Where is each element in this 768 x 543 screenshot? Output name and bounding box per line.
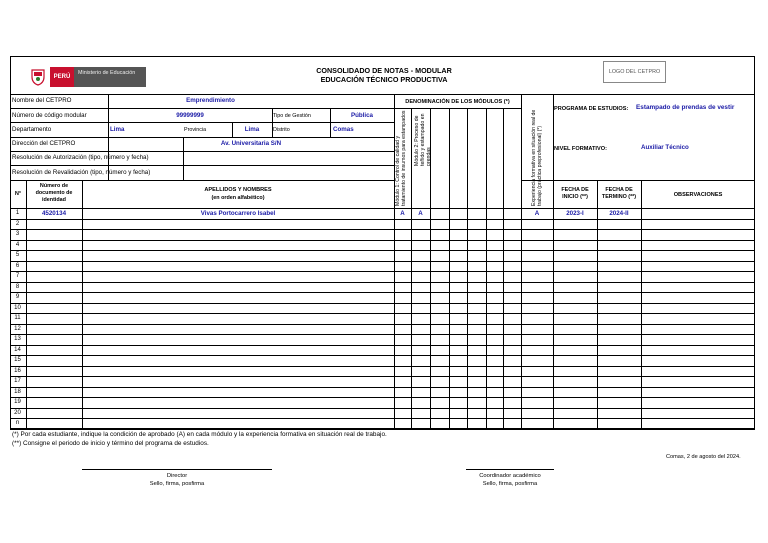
rule bbox=[10, 122, 394, 123]
document-title: CONSOLIDADO DE NOTAS - MODULAR bbox=[316, 66, 452, 75]
departamento-label: Departamento bbox=[12, 126, 52, 133]
student-doc: 4520134 bbox=[41, 210, 67, 217]
student-m1: A bbox=[400, 210, 405, 217]
rule bbox=[183, 151, 184, 180]
rule bbox=[449, 108, 450, 428]
rule bbox=[521, 180, 755, 181]
rule bbox=[10, 108, 394, 109]
director-sublabel: Sello, firma, posfirma bbox=[149, 481, 205, 487]
row-number: 2 bbox=[15, 221, 20, 227]
nombre-label: Nombre del CETPRO bbox=[12, 97, 72, 104]
row-number: 7 bbox=[15, 273, 20, 279]
row-number: 5 bbox=[15, 252, 20, 258]
gestion-label: Tipo de Gestión bbox=[273, 113, 311, 119]
row-rule bbox=[10, 261, 755, 262]
rule bbox=[10, 180, 394, 181]
provincia-value: Lima bbox=[244, 126, 260, 133]
row-number: 9 bbox=[15, 294, 20, 300]
row-number: 8 bbox=[15, 284, 20, 290]
row-number: 11 bbox=[14, 315, 21, 321]
programa-value: Estampado de prendas de vestir bbox=[636, 104, 735, 111]
row-rule bbox=[10, 324, 755, 325]
col-n-header: N° bbox=[14, 191, 22, 197]
row-rule bbox=[10, 334, 755, 335]
rule bbox=[10, 165, 394, 166]
col-inicio-header: FECHA DE INICIO (**) bbox=[561, 187, 589, 200]
row-number: 1 bbox=[15, 210, 20, 216]
row-number: 20 bbox=[14, 410, 21, 416]
modules-header: DENOMINACIÓN DE LOS MÓDULOS (*) bbox=[405, 99, 510, 105]
departamento-value: Lima bbox=[110, 126, 125, 133]
row-rule bbox=[10, 250, 755, 251]
cetpro-logo-placeholder: LOGO DEL CETPRO bbox=[603, 61, 666, 83]
document-date: Comas, 2 de agosto del 2024. bbox=[666, 454, 741, 460]
ministry-label: Ministerio de Educación bbox=[74, 67, 146, 87]
col-name-subheader: (en orden alfabético) bbox=[211, 195, 265, 201]
row-rule bbox=[10, 366, 755, 367]
rule bbox=[10, 151, 394, 152]
row-rule bbox=[10, 219, 755, 220]
signature-line-director bbox=[82, 469, 272, 470]
distrito-value: Comas bbox=[333, 126, 354, 133]
rule bbox=[10, 137, 394, 138]
peru-shield-icon bbox=[28, 67, 48, 87]
programa-label: PROGRAMA DE ESTUDIOS: bbox=[554, 106, 629, 112]
gestion-value: Pública bbox=[350, 112, 373, 119]
row-number: 16 bbox=[14, 368, 21, 374]
codigo-value: 99999999 bbox=[176, 112, 204, 119]
col-name-header: APELLIDOS Y NOMBRES bbox=[204, 187, 272, 193]
row-number: 19 bbox=[14, 399, 21, 405]
nivel-label: NIVEL FORMATIVO: bbox=[554, 146, 607, 152]
row-rule bbox=[10, 271, 755, 272]
provincia-label: Provincia bbox=[184, 127, 207, 133]
rule bbox=[503, 108, 504, 428]
student-inicio: 2023-I bbox=[566, 210, 584, 217]
col-doc-header: Número de documento de identidad bbox=[35, 183, 73, 203]
module1-name: Módulo 1: Control de calidad y tratamiento de insumos para estampados bbox=[395, 110, 407, 206]
rule bbox=[486, 108, 487, 428]
student-name: Vivas Portocarrero Isabel bbox=[200, 210, 276, 217]
autorizacion-label: Resolución de Autorización (tipo, número y fecha) bbox=[12, 154, 149, 161]
direccion-value: Av. Universitaria S/N bbox=[220, 140, 282, 147]
rule bbox=[108, 94, 109, 180]
row-rule bbox=[10, 345, 755, 346]
col-termino-header: FECHA DE TERMINO (**) bbox=[601, 187, 637, 200]
row-number: 17 bbox=[14, 378, 21, 384]
nombre-value: Emprendimiento bbox=[186, 97, 235, 104]
student-exp: A bbox=[534, 210, 540, 217]
peru-label: PERÚ bbox=[50, 67, 74, 87]
row-rule bbox=[10, 282, 755, 283]
row-number: 4 bbox=[15, 242, 20, 248]
row-rule bbox=[10, 376, 755, 377]
row-number: 6 bbox=[15, 263, 20, 269]
director-label: Director bbox=[166, 473, 188, 479]
student-termino: 2024-II bbox=[609, 210, 629, 217]
note-1: (*) Por cada estudiante, indique la condición de aprobado (A) en cada módulo y la experiencia formativa en situación real de trabajo. bbox=[12, 431, 387, 438]
signature-line-coordinador bbox=[466, 469, 554, 470]
module2-name: Módulo 2: Proceso de teñido y estampado en prendas bbox=[414, 113, 432, 166]
row-number: 14 bbox=[14, 347, 21, 353]
row-number: 3 bbox=[15, 231, 20, 237]
nivel-value: Auxiliar Técnico bbox=[641, 144, 689, 151]
row-rule bbox=[10, 355, 755, 356]
distrito-label: Distrito bbox=[273, 127, 290, 133]
row-rule bbox=[10, 408, 755, 409]
row-number: 13 bbox=[14, 336, 21, 342]
experiencia-name: Experiencia formativa en situación real de trabajo (práctica preprofesional) (*) bbox=[531, 109, 543, 206]
student-m2: A bbox=[418, 210, 423, 217]
row-rule bbox=[10, 303, 755, 304]
direccion-label: Dirección del CETPRO bbox=[12, 140, 76, 147]
row-number: 18 bbox=[14, 389, 21, 395]
minedu-logo bbox=[28, 66, 150, 88]
coordinador-sublabel: Sello, firma, posfirma bbox=[482, 481, 538, 487]
row-number: 12 bbox=[14, 326, 21, 332]
row-number: 10 bbox=[14, 305, 21, 311]
note-2: (**) Consigne el periodo de inicio y término del programa de estudios. bbox=[12, 440, 209, 447]
revalidacion-label: Resolución de Revalidación (tipo, número y fecha) bbox=[12, 169, 151, 176]
row-rule bbox=[10, 240, 755, 241]
codigo-label: Número de código modular bbox=[12, 112, 87, 119]
rule bbox=[411, 108, 412, 428]
rule bbox=[521, 94, 522, 428]
row-number: 15 bbox=[14, 357, 21, 363]
coordinador-label: Coordinador académico bbox=[479, 473, 541, 479]
row-rule bbox=[10, 313, 755, 314]
row-rule bbox=[10, 429, 755, 430]
rule bbox=[467, 108, 468, 428]
col-obs-header: OBSERVACIONES bbox=[673, 192, 723, 198]
row-rule bbox=[10, 387, 755, 388]
row-rule bbox=[10, 229, 755, 230]
rule bbox=[641, 180, 642, 428]
document-subtitle: EDUCACIÓN TÉCNICO PRODUCTIVA bbox=[320, 75, 448, 84]
row-rule bbox=[10, 418, 755, 419]
row-number: n bbox=[15, 420, 20, 426]
rule bbox=[10, 208, 755, 209]
row-rule bbox=[10, 292, 755, 293]
rule bbox=[10, 94, 755, 95]
row-rule bbox=[10, 397, 755, 398]
